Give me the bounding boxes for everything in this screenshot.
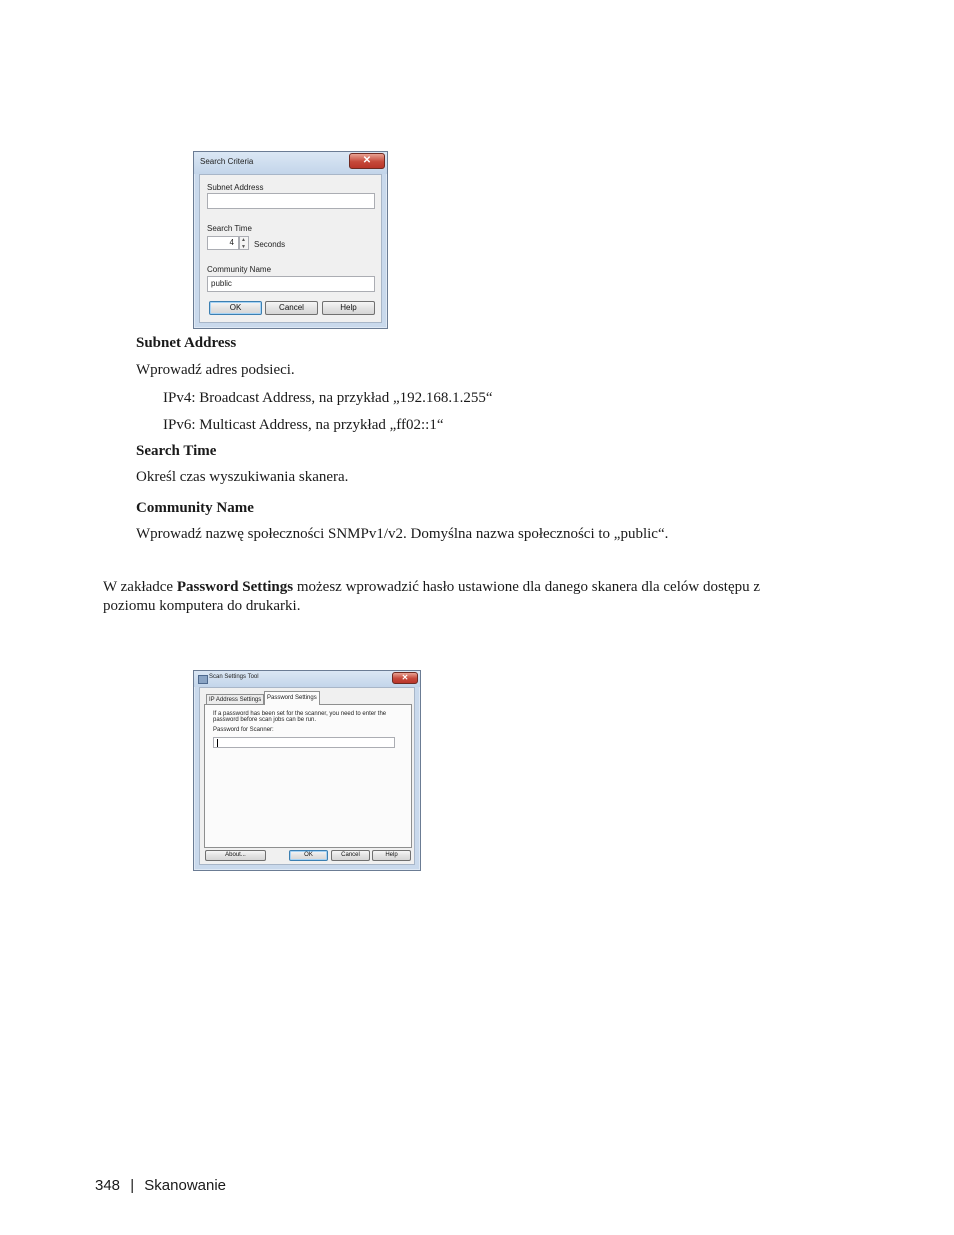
community-name-heading: Community Name xyxy=(136,500,254,516)
dialog-title: Scan Settings Tool xyxy=(209,674,259,680)
about-button[interactable]: About... xyxy=(205,850,266,861)
ok-button[interactable]: OK xyxy=(209,301,262,315)
text-cursor xyxy=(217,739,218,747)
community-name-input[interactable] xyxy=(207,276,375,292)
ok-button[interactable]: OK xyxy=(289,850,328,861)
community-name-label: Community Name xyxy=(207,265,272,274)
seconds-label: Seconds xyxy=(254,240,286,249)
footer-separator: | xyxy=(130,1177,135,1194)
close-button[interactable] xyxy=(349,153,385,169)
ipv6-example: IPv6: Multicast Address, na przykład „ff02::1“ xyxy=(163,417,444,433)
search-time-description: Określ czas wyszukiwania skanera. xyxy=(136,469,349,485)
title-bar xyxy=(194,152,387,174)
spin-down-icon: ▼ xyxy=(241,244,246,250)
spin-up-icon: ▲ xyxy=(241,237,246,243)
page-number: 348 xyxy=(95,1177,121,1194)
tab-ip-address-settings[interactable]: IP Address Settings xyxy=(206,694,264,704)
search-time-label: Search Time xyxy=(207,224,252,233)
search-criteria-dialog xyxy=(193,151,388,329)
footer-section: Skanowanie xyxy=(144,1177,227,1194)
password-settings-paragraph xyxy=(103,578,760,596)
close-icon: ✕ xyxy=(401,673,409,682)
info-text-line1: If a password has been set for the scanner, you need to enter the xyxy=(213,711,387,717)
password-settings-paragraph-line2: poziomu komputera do drukarki. xyxy=(103,598,301,614)
search-time-input[interactable] xyxy=(207,236,239,250)
dialog-client xyxy=(199,687,415,865)
close-button[interactable] xyxy=(392,672,418,684)
search-time-spinner[interactable] xyxy=(239,236,249,250)
password-settings-panel xyxy=(204,704,412,848)
app-icon xyxy=(198,675,208,684)
help-button[interactable]: Help xyxy=(322,301,375,315)
help-button[interactable]: Help xyxy=(372,850,411,861)
subnet-address-description: Wprowadź adres podsieci. xyxy=(136,362,295,378)
password-input[interactable] xyxy=(213,737,395,748)
dialog-title: Search Criteria xyxy=(200,157,254,166)
subnet-address-label: Subnet Address xyxy=(207,183,264,192)
subnet-address-input[interactable] xyxy=(207,193,375,209)
scan-settings-tool-dialog xyxy=(193,670,421,871)
cancel-button[interactable]: Cancel xyxy=(265,301,318,315)
ipv4-example: IPv4: Broadcast Address, na przykład „192.168.1.255“ xyxy=(163,390,493,406)
community-name-value: public xyxy=(211,279,232,288)
paragraph-prefix: W zakładce xyxy=(103,579,177,595)
subnet-address-heading: Subnet Address xyxy=(136,335,237,351)
password-label: Password for Scanner: xyxy=(213,727,274,733)
search-time-value: 4 xyxy=(229,238,234,247)
info-text-line2: password before scan jobs can be run. xyxy=(213,717,317,723)
paragraph-suffix: możesz wprowadzić hasło ustawione dla danego skanera dla celów dostępu z xyxy=(293,579,761,595)
cancel-button[interactable]: Cancel xyxy=(331,850,370,861)
paragraph-bold: Password Settings xyxy=(176,579,294,595)
title-bar xyxy=(194,671,420,687)
search-time-heading: Search Time xyxy=(136,443,217,459)
page-footer xyxy=(95,1177,226,1195)
tab-password-settings[interactable]: Password Settings xyxy=(264,691,320,705)
dialog-client xyxy=(199,174,382,323)
close-icon: ✕ xyxy=(362,155,372,166)
community-name-description: Wprowadź nazwę społeczności SNMPv1/v2. Domyślna nazwa społeczności to „public“. xyxy=(136,526,669,542)
